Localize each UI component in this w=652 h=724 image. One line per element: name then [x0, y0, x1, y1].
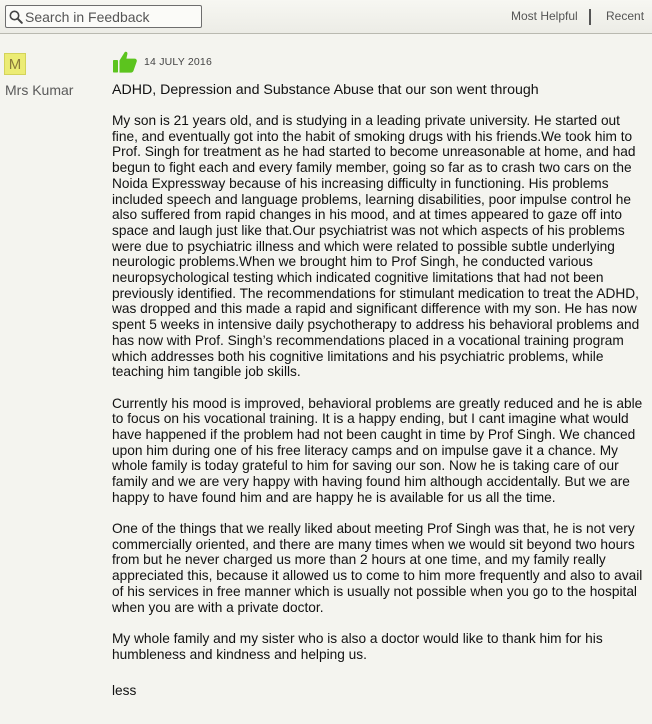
review-body: [112, 113, 648, 678]
sort-most-helpful[interactable]: Most Helpful: [511, 9, 578, 23]
less-link[interactable]: less: [112, 683, 137, 698]
search-input[interactable]: [25, 6, 199, 27]
review-paragraph: One of the things that we really liked about meeting Prof Singh was that, he is not very commercially oriented, and there are many times when we would sit beyond two hours from but he never charged us more than 2 hours at one time, and my family really appreciated this, because it allowed us to come to him more frequently and also to avail of his services in free manner which is usually not possible when you go to the hospital when you are with a private doctor.: [112, 521, 643, 615]
review-title: ADHD, Depression and Substance Abuse that our son went through: [112, 82, 539, 98]
sort-divider: [589, 9, 591, 25]
avatar: M: [4, 53, 26, 75]
search-icon: [9, 10, 23, 24]
feedback-toolbar: [0, 0, 652, 34]
review-date: 14 JULY 2016: [144, 56, 212, 68]
author-name: Mrs Kumar: [5, 82, 74, 98]
review-paragraph: My whole family and my sister who is also a doctor would like to thank him for his humbleness and kindness and helping us.: [112, 630, 603, 662]
review-paragraph: My son is 21 years old, and is studying in a leading private university. He started out fine, and eventually got into the habit of smoking drugs with his friends.We took him to Prof. Singh for treatment as he had started to become unreasonable at home, and had begun to fight each and every family member, going so far as to crash two cars on the Noida Expressway because of his increasing difficulty in functioning. His problems included speech and language problems, learning disabilities, poor impulse control he also suffered from rapid changes in his mood, and at times appeared to gaze off into space and laugh just like that.Our psychiatrist was not which aspects of his problems were due to psychiatric illness and which were related to possible subtle underlying neurologic problems.When we brought him to Prof Singh, he conducted various neuropsychological testing which indicated cognitive limitations that had not been previously identified. The recommendations for stimulant medication to treat the ADHD, was dropped and this made a rapid and significant difference with my son. He has now spent 5 weeks in intensive daily psychotherapy to address his behavioral problems and has now with Prof. Singh’s recommendations placed in a vocational training program which addresses both his cognitive limitations and his psychiatric problems, while teaching him tangible job skills.: [112, 113, 640, 380]
review-paragraph: Currently his mood is improved, behavioral problems are greatly reduced and he is able to focus on his vocational training. It is a happy ending, but I cant imagine what would have happened if the problem had not been caught in time by Prof Singh. We chanced upon him during one of his free literacy camps and on impulse gave it a chance. My whole family is today grateful to him for saving our son. Now he is taking care of our family and we are very happy with having found him although accidentally. But we are happy to have found him and are happy he is available for us all the time.: [112, 395, 643, 505]
thumbs-up-icon[interactable]: [112, 50, 138, 74]
search-box[interactable]: [5, 5, 202, 28]
sort-recent[interactable]: Recent: [606, 9, 645, 23]
